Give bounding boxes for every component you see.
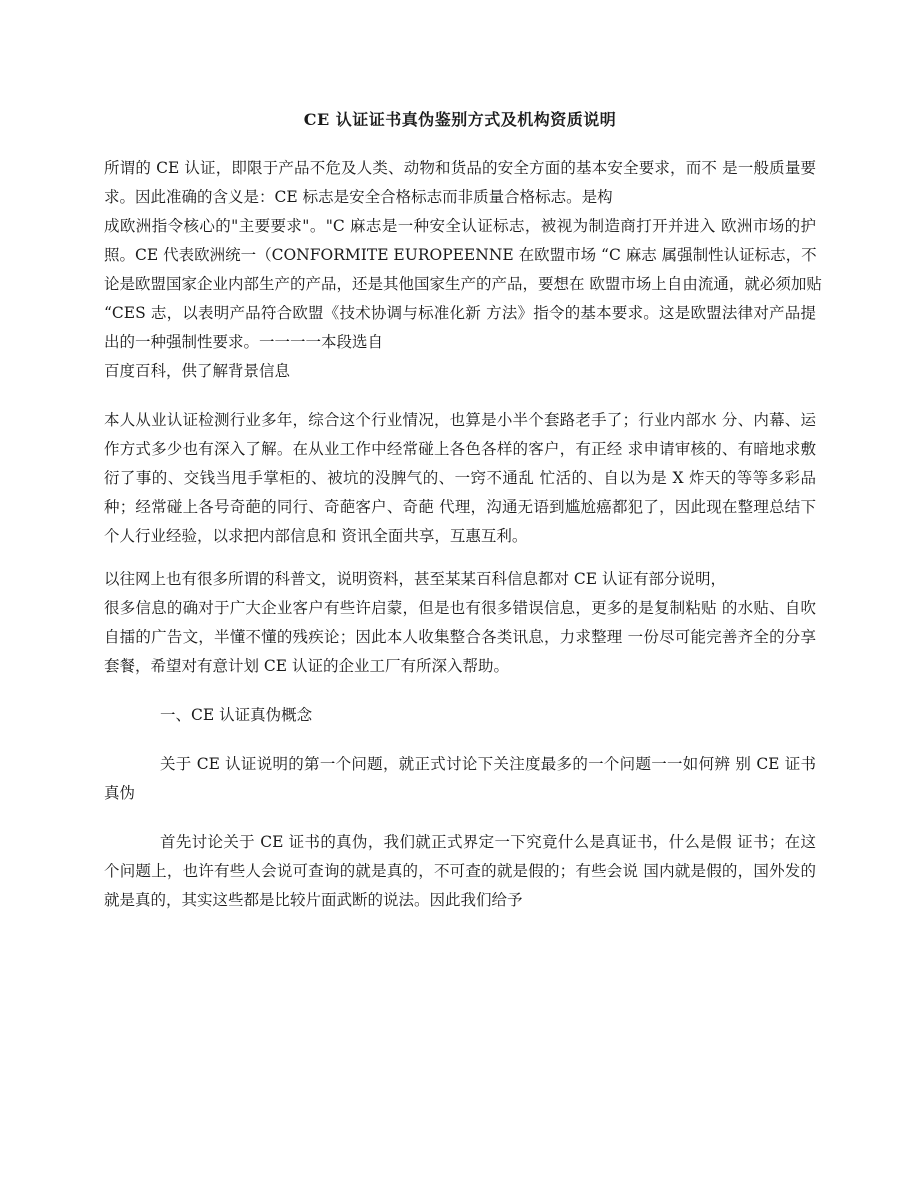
text-line: 照。CE 代表欧洲统一（CONFORMITE EUROPEENNE 在欧盟市场 “C 麻志 属强制性认证标志，不 [104,246,817,264]
section-heading: 一、CE 认证真伪概念 [160,706,313,724]
text-line: 就是真的，其实这些都是比较片面武断的说法。因此我们给予 [104,891,523,909]
text-line: 种；经常碰上各号奇葩的同行、奇葩客户、奇葩 代理，沟通无语到尴尬癌都犯了，因此现在整理总结下 [104,498,816,516]
text-line: 个人行业经验，以求把内部信息和 资讯全面共享，互惠互利。 [104,527,528,545]
text-line: 所谓的 CE 认证，即限于产品不危及人类、动物和货品的安全方面的基本安全要求，而不 是一般质量要 [104,159,816,177]
text-line: 百度百科，供了解背景信息 [104,362,291,380]
paragraph-experience [104,406,816,551]
text-line: 成欧洲指令核心的"主要要求"。"C 麻志是一种安全认证标志，被视为制造商打开并进入 欧洲市场的护 [104,217,816,235]
text-line: 以往网上也有很多所谓的科普文，说明资料，甚至某某百科信息都对 CE 认证有部分说明， [104,570,727,588]
text-line: 套餐，希望对有意计划 CE 认证的企业工厂有所深入帮助。 [104,657,510,675]
text-line: 出的一种强制性要求。一一一一本段选自 [104,333,384,351]
text-line: 很多信息的确对于广大企业客户有些许启蒙，但是也有很多错误信息，更多的是复制粘贴 的水贴、自吹 [104,599,816,617]
text-line: 论是欧盟国家企业内部生产的产品，还是其他国家生产的产品，要想在 欧盟市场上自由流通，就必须加贴 [104,275,822,293]
paragraph-question [104,750,816,808]
text-line: 真伪 [104,784,136,802]
paragraph-intro [104,154,822,386]
document-page [104,108,822,915]
text-line: 关于 CE 认证说明的第一个问题，就正式讨论下关注度最多的一个问题一一如何辨 别 CE 证书 [160,755,816,773]
text-line: 个问题上，也许有些人会说可查询的就是真的，不可查的就是假的；有些会说 国内就是假的，国外发的 [104,862,816,880]
text-line: 求。因此准确的含义是：CE 标志是安全合格标志而非质量合格标志。是构 [104,188,613,206]
text-line: 衍了事的、交钱当甩手掌柜的、被坑的没脾气的、一窍不通乱 忙活的、自以为是 X 炸天的等等多彩品 [104,469,816,487]
text-line: “CES 志，以表明产品符合欧盟《技术协调与标准化新 方法》指令的基本要求。这是欧盟法律对产品提 [104,304,816,322]
text-line: 本人从业认证检测行业多年，综合这个行业情况，也算是小半个套路老手了；行业内部水 分、内幕、运 [104,411,816,429]
paragraph-definition [104,828,816,915]
text-line: 自擂的广告文，半懂不懂的残疾论；因此本人收集整合各类讯息，力求整理 一份尽可能完善齐全的分享 [104,628,816,646]
paragraph-background [104,565,816,681]
document-title: CE 认证证书真伪鉴别方式及机构资质说明 [303,110,617,129]
text-line: 作方式多少也有深入了解。在从业工作中经常碰上各色各样的客户，有正经 求申请审核的、有暗地求敷 [104,440,816,458]
text-line: 首先讨论关于 CE 证书的真伪，我们就正式界定一下究竟什么是真证书，什么是假 证书；在这 [160,833,816,851]
